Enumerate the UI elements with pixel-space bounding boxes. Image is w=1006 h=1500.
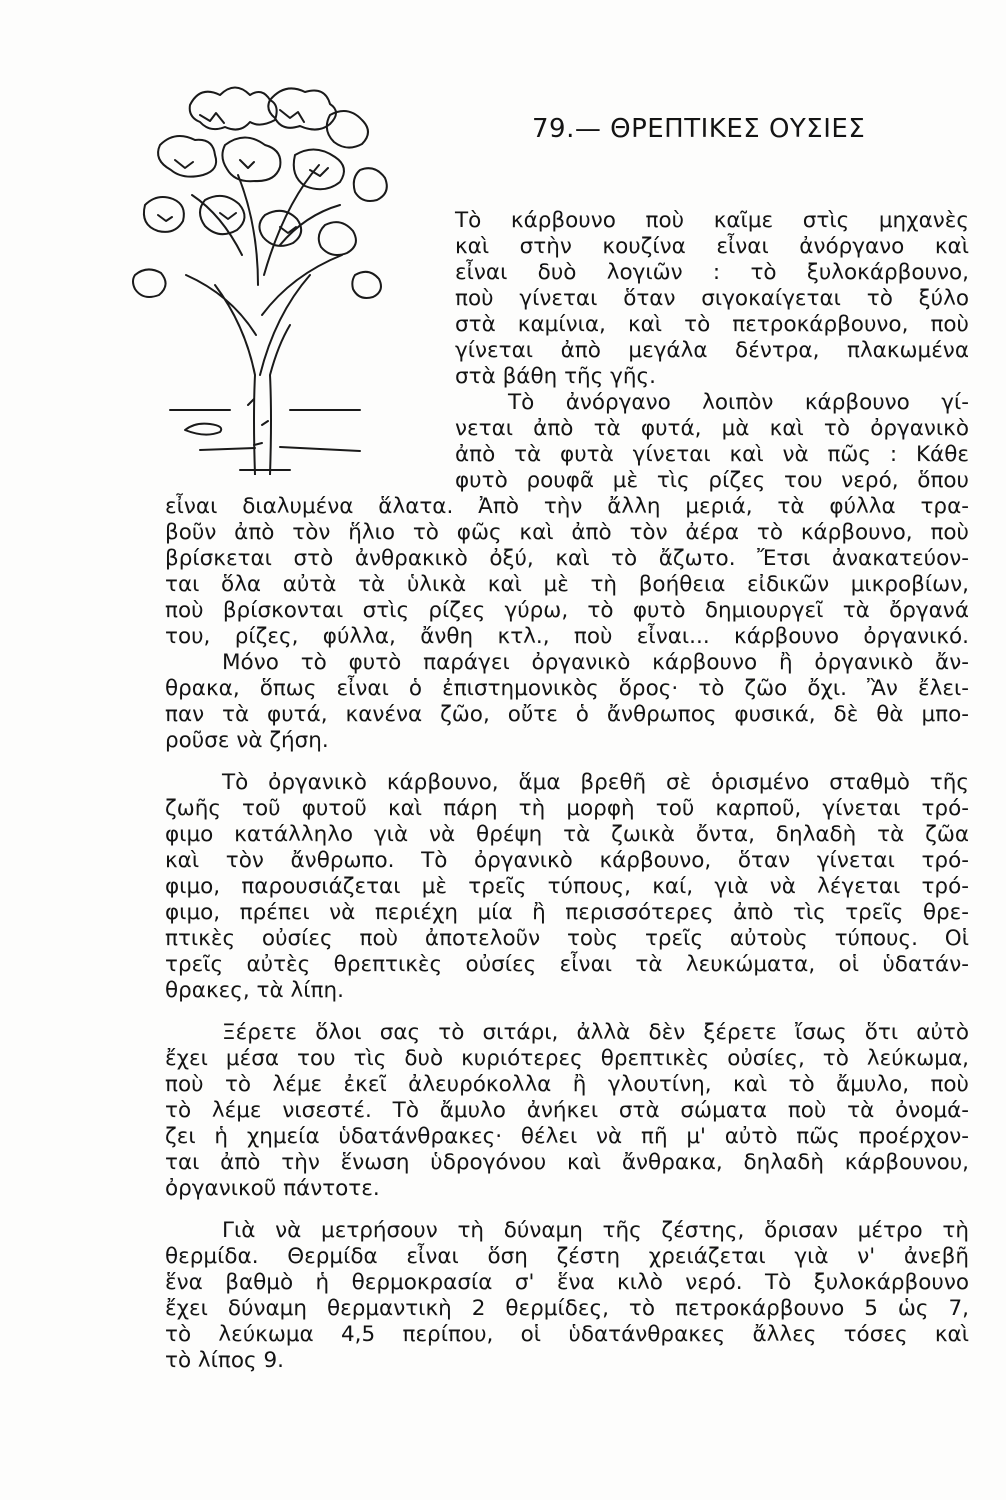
text-line: θερμίδα. Θερμίδα εἶναι ὅση ζέστη χρειάζεται γιὰ ν' ἀνεβῆ bbox=[165, 1244, 969, 1269]
text-line: Μόνο τὸ φυτὸ παράγει ὀργανικὸ κάρβουνο ἢ ὀργανικὸ ἄν- bbox=[222, 650, 969, 675]
text-line: ποὺ γίνεται ὅταν σιγοκαίγεται τὸ ξύλο bbox=[455, 286, 969, 311]
text-line: ροῦσε νὰ ζήση. bbox=[165, 728, 329, 753]
text-line: Ξέρετε ὅλοι σας τὸ σιτάρι, ἀλλὰ δὲν ξέρετε ἴσως ὅτι αὐτὸ bbox=[222, 1020, 969, 1045]
text-line: ἕνα βαθμὸ ἡ θερμοκρασία σ' ἕνα κιλὸ νερό. Τὸ ξυλοκάρβουνο bbox=[165, 1270, 969, 1295]
text-line: Τὸ κάρβουνο ποὺ καῖμε στὶς μηχανὲς bbox=[455, 208, 969, 233]
text-line: θρακα, ὅπως εἶναι ὁ ἐπιστημονικὸς ὅρος· τὸ ζῶο ὄχι. Ἂν ἔλει- bbox=[165, 676, 969, 701]
text-line: φιμο, παρουσιάζεται μὲ τρεῖς τύπους, καί, γιὰ νὰ λέγεται τρό- bbox=[165, 874, 969, 899]
text-line: ζει ἡ χημεία ὑδατάνθρακες· θέλει νὰ πῆ μ' αὐτὸ πῶς προέρχον- bbox=[165, 1124, 969, 1149]
text-line: τὸ λέμε νισεστέ. Τὸ ἄμυλο ἀνήκει στὰ σώματα ποὺ τὰ ὀνομά- bbox=[165, 1098, 969, 1123]
text-line: Γιὰ νὰ μετρήσουν τὴ δύναμη τῆς ζέστης, ὅρισαν μέτρο τὴ bbox=[222, 1218, 969, 1243]
text-line: εἶναι διαλυμένα ἅλατα. Ἀπὸ τὴν ἄλλη μεριά, τὰ φύλλα τρα- bbox=[165, 494, 969, 519]
text-line: εἶναι δυὸ λογιῶν : τὸ ξυλοκάρβουνο, bbox=[455, 260, 969, 285]
text-line: στὰ καμίνια, καὶ τὸ πετροκάρβουνο, ποὺ bbox=[455, 312, 969, 337]
text-line: ποὺ τὸ λέμε ἐκεῖ ἀλευρόκολλα ἢ γλουτίνη, καὶ τὸ ἄμυλο, ποὺ bbox=[165, 1072, 969, 1097]
text-line: πτικὲς οὐσίες ποὺ ἀποτελοῦν τοὺς τρεῖς αὐτοὺς τύπους. Οἱ bbox=[165, 926, 969, 951]
text-line: τὸ λίπος 9. bbox=[165, 1348, 284, 1373]
text-line: γίνεται ἀπὸ μεγάλα δέντρα, πλακωμένα bbox=[455, 338, 969, 363]
chapter-title: 79.— ΘΡΕΠΤΙΚΕΣ ΟΥΣΙΕΣ bbox=[532, 114, 866, 144]
text-line: βοῦν ἀπὸ τὸν ἥλιο τὸ φῶς καὶ ἀπὸ τὸν ἀέρα τὸ κάρβουνο, ποὺ bbox=[165, 520, 969, 545]
text-line: του, ρίζες, φύλλα, ἄνθη κτλ., ποὺ εἶναι... κάρβουνο ὀργανικό. bbox=[165, 624, 969, 649]
text-line: ἀπὸ τὰ φυτὰ γίνεται καὶ νὰ πῶς : Κάθε bbox=[455, 442, 969, 467]
text-line: θρακες, τὰ λίπη. bbox=[165, 978, 344, 1003]
text-line: καὶ τὸν ἄνθρωπο. Τὸ ὀργανικὸ κάρβουνο, ὅταν γίνεται τρό- bbox=[165, 848, 969, 873]
text-line: φιμο κατάλληλο γιὰ νὰ θρέψη τὰ ζωικὰ ὄντα, δηλαδὴ τὰ ζῶα bbox=[165, 822, 969, 847]
text-line: ποὺ βρίσκονται στὶς ρίζες γύρω, τὸ φυτὸ δημιουργεῖ τὰ ὄργανά bbox=[165, 598, 969, 623]
text-line: ται ἀπὸ τὴν ἕνωση ὑδρογόνου καὶ ἄνθρακα, δηλαδὴ κάρβουνου, bbox=[165, 1150, 969, 1175]
text-line: παν τὰ φυτά, κανένα ζῶο, οὔτε ὁ ἄνθρωπος φυσικά, δὲ θὰ μπο- bbox=[165, 702, 969, 727]
text-line: ἔχει μέσα του τὶς δυὸ κυριότερες θρεπτικὲς οὐσίες, τὸ λεύκωμα, bbox=[165, 1046, 969, 1071]
text-line: ζωῆς τοῦ φυτοῦ καὶ πάρη τὴ μορφὴ τοῦ καρποῦ, γίνεται τρό- bbox=[165, 796, 969, 821]
text-line: φυτὸ ρουφᾶ μὲ τὶς ρίζες του νερό, ὅπου bbox=[455, 468, 969, 493]
tree-illustration bbox=[130, 75, 415, 475]
text-line: τρεῖς αὐτὲς θρεπτικὲς οὐσίες εἶναι τὰ λευκώματα, οἱ ὑδατάν- bbox=[165, 952, 969, 977]
text-line: στὰ βάθη τῆς γῆς. bbox=[455, 364, 656, 389]
text-line: Τὸ ἀνόργανο λοιπὸν κάρβουνο γί- bbox=[508, 390, 969, 415]
text-line: τὸ λεύκωμα 4,5 περίπου, οἱ ὑδατάνθρακες ἄλλες τόσες καὶ bbox=[165, 1322, 969, 1347]
text-line: βρίσκεται στὸ ἀνθρακικὸ ὀξύ, καὶ τὸ ἄζωτο. Ἔτσι ἀνακατεύον- bbox=[165, 546, 969, 571]
text-line: νεται ἀπὸ τὰ φυτά, μὰ καὶ τὸ ὀργανικὸ bbox=[455, 416, 969, 441]
text-line: Τὸ ὀργανικὸ κάρβουνο, ἅμα βρεθῆ σὲ ὁρισμένο σταθμὸ τῆς bbox=[222, 770, 969, 795]
text-line: ἔχει δύναμη θερμαντικὴ 2 θερμίδες, τὸ πετροκάρβουνο 5 ὡς 7, bbox=[165, 1296, 969, 1321]
text-line: ὀργανικοῦ πάντοτε. bbox=[165, 1176, 380, 1201]
text-line: φιμο, πρέπει νὰ περιέχη μία ἢ περισσότερες ἀπὸ τὶς τρεῖς θρε- bbox=[165, 900, 969, 925]
text-line: καὶ στὴν κουζίνα εἶναι ἀνόργανο καὶ bbox=[455, 234, 969, 259]
text-line: ται ὅλα αὐτὰ τὰ ὑλικὰ καὶ μὲ τὴ βοήθεια εἰδικῶν μικροβίων, bbox=[165, 572, 969, 597]
